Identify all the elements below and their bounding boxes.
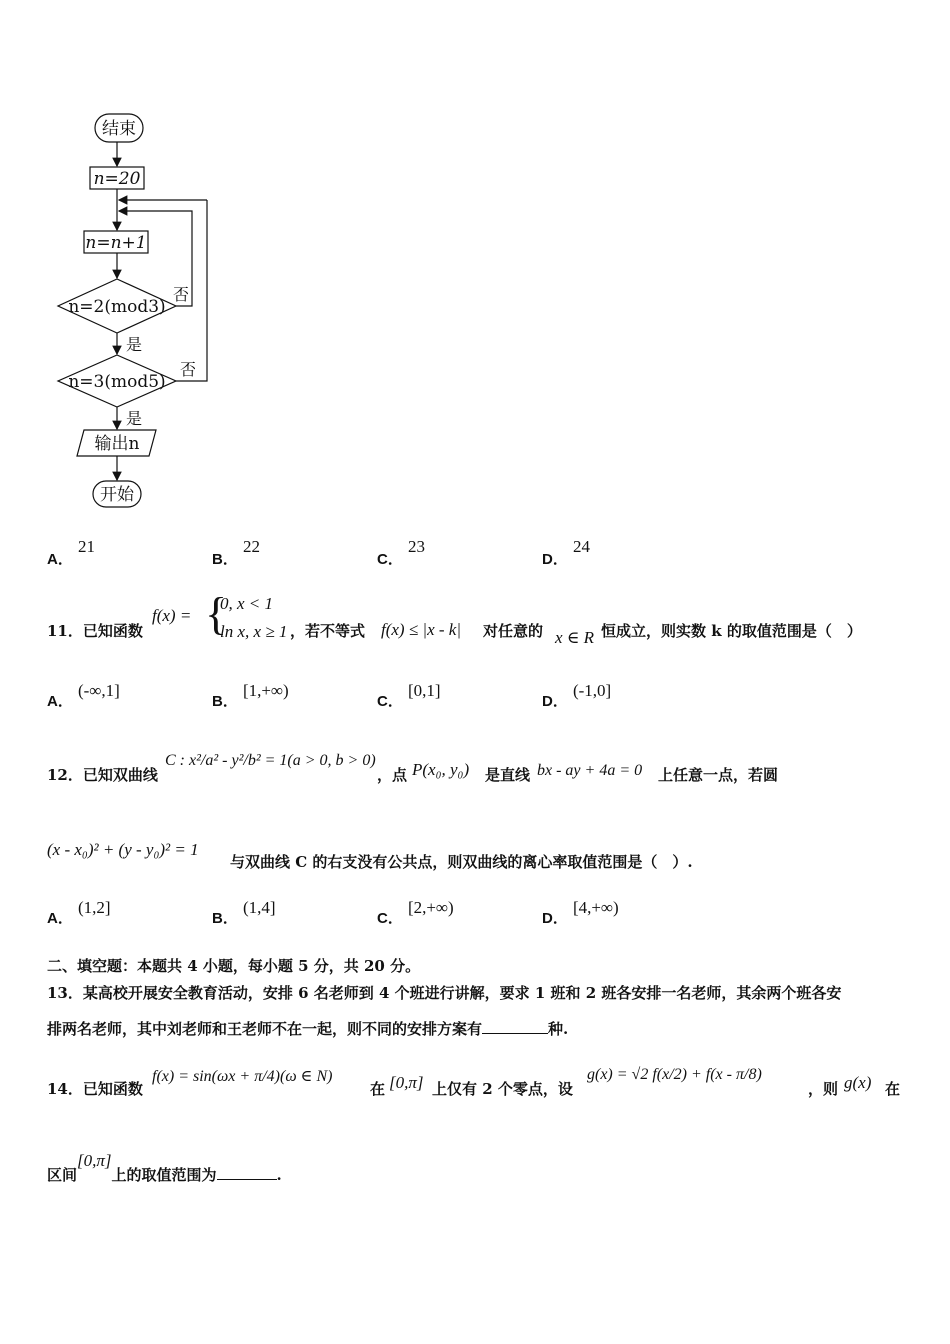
end-label: 结束 <box>102 119 136 139</box>
q14-gx: g(x) <box>844 1073 872 1092</box>
q12-mid: ，点 <box>377 766 408 784</box>
yes-label-2: 是 <box>126 409 143 428</box>
q12-curve: C : x²/a² - y²/b² = 1(a > 0, b > 0) <box>165 752 376 769</box>
q14-interval: [0,π] <box>389 1073 424 1092</box>
q12-tail: 上任意一点，若圆 <box>658 766 779 784</box>
q11-tail: 恒成立，则实数 k 的取值范围是（ ） <box>601 622 862 640</box>
q12-circle: (x - x₀)² + (y - y₀)² = 1 <box>47 840 199 859</box>
q11-domain: x ∈ R <box>555 628 595 647</box>
condition-1-label: n=2(mod3) <box>68 297 166 317</box>
output-label: 输出n <box>94 434 140 454</box>
q10-option-b: B． 22 <box>212 537 260 568</box>
increment-label: n=n+1 <box>85 233 147 253</box>
q14-line2-interval: [0,π] <box>77 1151 112 1170</box>
q13-line-1: 13．某高校开展安全教育活动，安排 6 名老师到 4 个班进行讲解，要求 1 班和 2 班各安排一名老师，其余两个班各安 <box>47 984 842 1002</box>
q11-func: f(x) = <box>152 606 192 625</box>
section-2-heading: 二、填空题：本题共 4 小题，每小题 5 分，共 20 分。 <box>47 957 421 975</box>
q11-number: 11．已知函数 <box>47 622 143 640</box>
q14-answer-blank[interactable] <box>217 1165 277 1180</box>
q12-tail2: 与双曲线 C 的右支没有公共点，则双曲线的离心率取值范围是（ ）. <box>230 853 693 871</box>
no-label-1: 否 <box>173 285 190 304</box>
q11-option-b: B． [1,+∞) <box>212 681 289 710</box>
yes-label-1: 是 <box>126 335 143 354</box>
q12-option-b: B． (1,4] <box>212 898 276 927</box>
q14-line-2: 区间[0,π]上的取值范围为 . <box>47 1151 282 1184</box>
q14-number: 14．已知函数 <box>47 1080 143 1098</box>
q12-mid2: 是直线 <box>485 766 531 784</box>
q12-point: P(x₀, y₀) <box>412 760 470 779</box>
q12-line: bx - ay + 4a = 0 <box>537 762 643 779</box>
start-label: 开始 <box>100 485 134 505</box>
q11-option-d: D． (-1,0] <box>542 681 612 710</box>
q10-option-c: C． 23 <box>377 537 425 568</box>
q14-tail: ，则 <box>808 1080 839 1098</box>
q14-func: f(x) = sin(ωx + π/4)(ω ∈ N) <box>152 1068 333 1085</box>
no-label-2: 否 <box>180 360 197 379</box>
q12-option-d: D． [4,+∞) <box>542 898 619 927</box>
init-label: n=20 <box>93 169 141 189</box>
q11-option-c: C． [0,1] <box>377 681 441 710</box>
condition-2-label: n=3(mod5) <box>68 372 166 392</box>
q11-ineq: f(x) ≤ |x - k| <box>381 620 462 639</box>
q11-mid: ，若不等式 <box>290 622 366 640</box>
flowchart <box>40 100 240 520</box>
q11-case-2: ln x, x ≥ 1 <box>220 622 288 641</box>
q12-number: 12．已知双曲线 <box>47 766 158 784</box>
q11-brace: { <box>205 588 228 639</box>
q10-option-d: D． 24 <box>542 537 590 568</box>
q13-line-2: 排两名老师，其中刘老师和王老师不在一起，则不同的安排方案有 种. <box>47 1020 569 1038</box>
q10-option-a: A． 21 <box>47 537 95 568</box>
q11-option-a: A． (-∞,1] <box>47 681 120 710</box>
q14-mid2: 上仅有 2 个零点，设 <box>432 1080 573 1098</box>
q12-option-c: C． [2,+∞) <box>377 898 454 927</box>
q12-option-a: A． (1,2] <box>47 898 111 927</box>
q14-g: g(x) = √2 f(x/2) + f(x - π/8) <box>587 1066 762 1083</box>
q14-tail2: 在 <box>885 1080 901 1098</box>
q11-case-1: 0, x < 1 <box>220 594 274 613</box>
q14-mid: 在 <box>370 1080 386 1098</box>
q11-mid2: 对任意的 <box>483 622 544 640</box>
q13-answer-blank[interactable] <box>482 1019 548 1034</box>
